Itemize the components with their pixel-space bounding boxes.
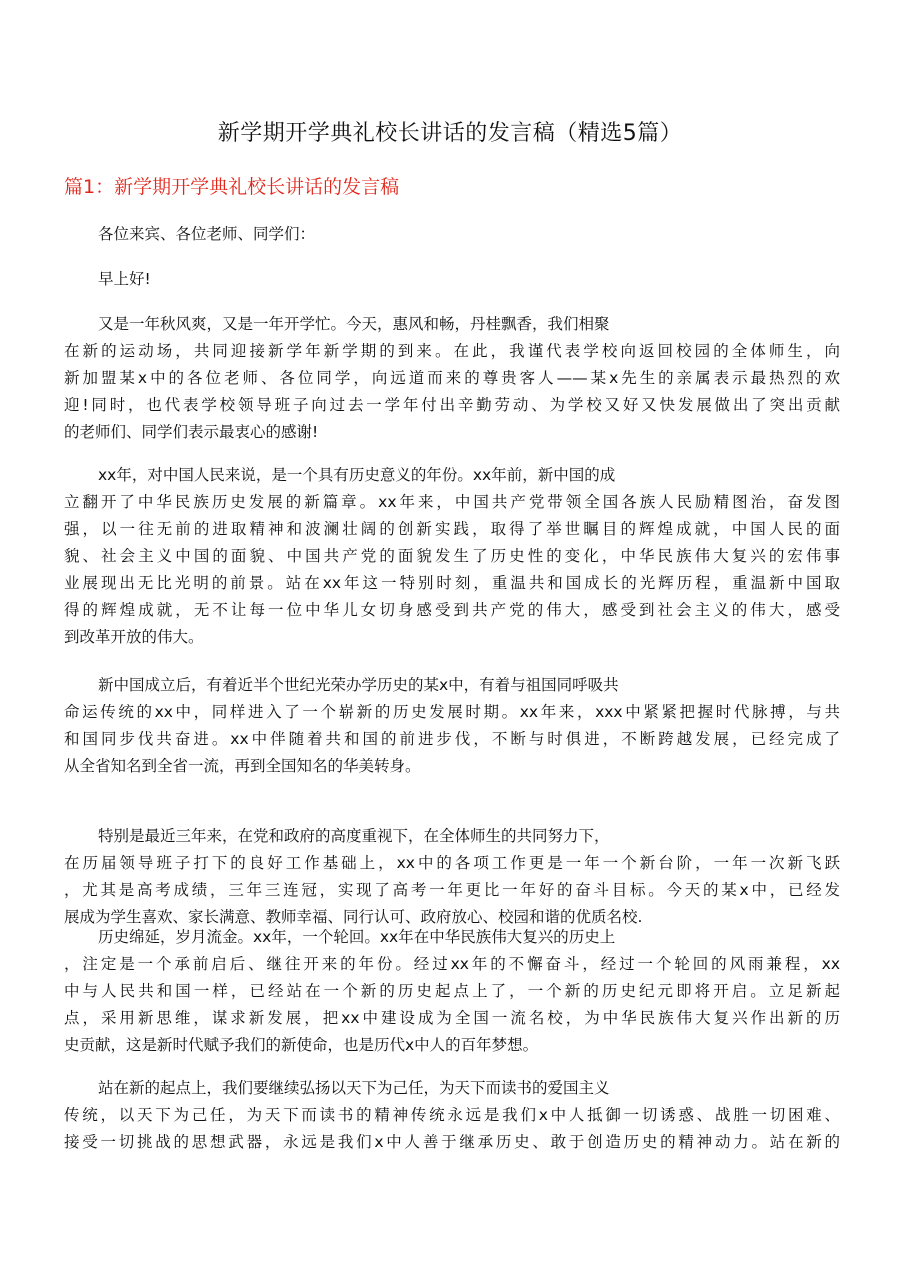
paragraph-line: 在新的运动场，共同迎接新学年新学期的到来。在此，我谨代表学校向返回校园的全体师生，向 xyxy=(64,342,840,360)
paragraph-line: 强，以一往无前的进取精神和波澜壮阔的创新实践，取得了举世瞩目的辉煌成就，中国人民的面 xyxy=(64,520,840,538)
document-title: 新学期开学典礼校长讲话的发言稿（精选5篇） xyxy=(217,121,683,146)
paragraph-line: 立翻开了中华民族历史发展的新篇章。xx年来，中国共产党带领全国各族人民励精图治，奋发图 xyxy=(64,493,840,511)
paragraph-line: 传统，以天下为己任，为天下而读书的精神传统永远是我们x中人抵御一切诱惑、战胜一切困难、 xyxy=(64,1106,840,1124)
paragraph-line: 站在新的起点上，我们要继续弘扬以天下为己任，为天下而读书的爱国主义 xyxy=(98,1079,610,1097)
paragraph-line: ，注定是一个承前启后、继往开来的年份。经过xx年的不懈奋斗，经过一个轮回的风雨兼程，xx xyxy=(64,955,840,973)
paragraph-line: 迎!同时，也代表学校领导班子向过去一学年付出辛勤劳动、为学校又好又快发展做出了突出贡献 xyxy=(64,396,840,414)
paragraph-3 xyxy=(64,672,840,780)
paragraph-line: ，尤其是高考成绩，三年三连冠，实现了高考一年更比一年好的奋斗目标。今天的某x中，已经发 xyxy=(64,881,840,899)
paragraph-6 xyxy=(64,1075,840,1156)
paragraph-line: 又是一年秋风爽，又是一年开学忙。今天，惠风和畅，丹桂飘香，我们相聚 xyxy=(98,315,610,333)
paragraph-line: 貌、社会主义中国的面貌、中国共产党的面貌发生了历史性的变化，中华民族伟大复兴的宏伟事 xyxy=(64,547,840,565)
paragraph-2 xyxy=(64,462,840,651)
greeting-text: 早上好! xyxy=(98,270,151,288)
paragraph-4 xyxy=(64,823,840,931)
section-heading: 篇1：新学期开学典礼校长讲话的发言稿 xyxy=(64,176,400,198)
salutation-text: 各位来宾、各位老师、同学们： xyxy=(98,225,316,243)
paragraph-line: 命运传统的xx中，同样进入了一个崭新的历史发展时期。xx年来，xxx中紧紧把握时代脉搏，与共 xyxy=(64,703,840,721)
paragraph-line: xx年，对中国人民来说，是一个具有历史意义的年份。xx年前，新中国的成 xyxy=(98,466,616,484)
paragraph-line: 特别是最近三年来，在党和政府的高度重视下，在全体师生的共同努力下， xyxy=(98,827,610,845)
paragraph-line: 展成为学生喜欢、家长满意、教师幸福、同行认可、政府放心、校园和谐的优质名校. xyxy=(64,908,643,926)
paragraph-line: 中与人民共和国一样，已经站在一个新的历史起点上了，一个新的历史纪元即将开启。立足新起 xyxy=(64,982,840,1000)
paragraph-line: 历史绵延，岁月流金。xx年，一个轮回。xx年在中华民族伟大复兴的历史上 xyxy=(98,928,616,946)
paragraph-line: 业展现出无比光明的前景。站在xx年这一特别时刻，重温共和国成长的光辉历程，重温新中国取 xyxy=(64,574,840,592)
paragraph-line: 在历届领导班子打下的良好工作基础上，xx中的各项工作更是一年一个新台阶，一年一次新飞跃 xyxy=(64,854,840,872)
paragraph-line: 新中国成立后，有着近半个世纪光荣办学历史的某x中，有着与祖国同呼吸共 xyxy=(98,676,619,694)
paragraph-line: 得的辉煌成就，无不让每一位中华儿女切身感受到共产党的伟大，感受到社会主义的伟大，感受 xyxy=(64,601,840,619)
paragraph-line: 接受一切挑战的思想武器，永远是我们x中人善于继承历史、敢于创造历史的精神动力。站在新的 xyxy=(64,1133,840,1151)
paragraph-line: 史贡献，这是新时代赋予我们的新使命，也是历代x中人的百年梦想。 xyxy=(64,1036,539,1054)
salutation xyxy=(64,221,840,248)
paragraph-line: 新加盟某x中的各位老师、各位同学，向远道而来的尊贵客人——某x先生的亲属表示最热烈的欢 xyxy=(64,369,840,387)
paragraph-1 xyxy=(64,311,840,446)
paragraph-line: 点，采用新思维，谋求新发展，把xx中建设成为全国一流名校，为中华民族伟大复兴作出新的历 xyxy=(64,1009,840,1027)
greeting xyxy=(64,266,840,293)
paragraph-line: 和国同步伐共奋进。xx中伴随着共和国的前进步伐，不断与时俱进，不断跨越发展，已经完成了 xyxy=(64,730,840,748)
paragraph-line: 的老师们、同学们表示最衷心的感谢! xyxy=(64,423,319,441)
paragraph-5 xyxy=(64,924,840,1059)
paragraph-line: 从全省知名到全省一流，再到全国知名的华美转身。 xyxy=(64,757,421,775)
paragraph-line: 到改革开放的伟大。 xyxy=(64,628,204,646)
